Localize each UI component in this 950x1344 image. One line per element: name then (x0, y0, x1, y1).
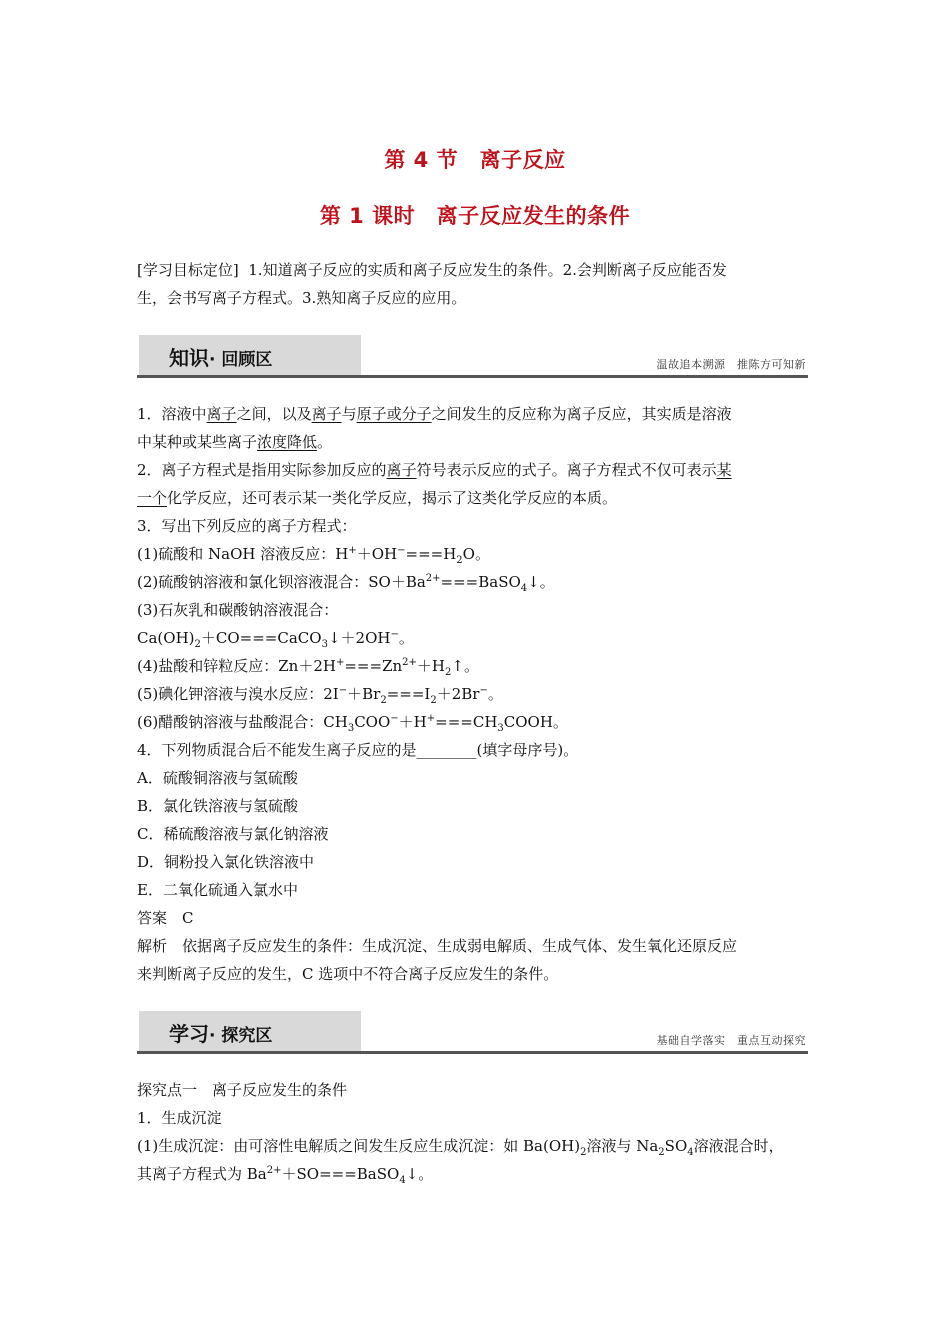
equation-6: (6)醋酸钠溶液与盐酸混合：$CH_3COO^-+H^+===CH_3COOH$。 (137, 713, 568, 734)
explore-sub1-line1: (1)生成沉淀：由可溶性电解质之间发生反应生成沉淀：如 $Ba(OH)_2$溶液与 $Na_2SO_4$溶液混合时， (137, 1137, 784, 1158)
equation-5: (5)碘化钾溶液与溴水反应：$2I^-+Br_2===I_2+2Br^-$。 (137, 685, 503, 706)
blank-answer: 原子或分子 (356, 405, 432, 423)
equation-2: (2)硫酸钠溶液和氯化钡溶液混合：$SO+Ba^{2+}===BaSO_4↓$。 (137, 573, 555, 594)
explore-point-1: 探究点一 离子反应发生的条件 (137, 1081, 348, 1099)
blank-answer: 离子 (206, 405, 237, 423)
objectives-text: 1.知道离子反应的实质和离子反应发生的条件。2.会判断离子反应能否发 (248, 261, 727, 279)
option-e: E．二氧化硫通入氯水中 (137, 881, 298, 899)
blank-answer: 浓度降低 (257, 433, 318, 451)
blank-answer: 离子 (311, 405, 342, 423)
band-title-sub: · 回顾区 (209, 350, 273, 370)
band-rule (137, 1051, 808, 1054)
equation-4: (4)盐酸和锌粒反应：$Zn+2H^+===Zn^{2+}+H_2↑$。 (137, 657, 479, 678)
objectives-label: [学习目标定位] (137, 261, 239, 279)
equation-3-label: (3)石灰乳和碳酸钠溶液混合： (137, 601, 339, 619)
band-title-sub: · 探究区 (209, 1026, 273, 1046)
explore-sub1-line2: 其离子方程式为 $Ba^{2+}+SO===BaSO_4↓$。 (137, 1165, 434, 1186)
analysis-line-2: 来判断离子反应的发生，C 选项中不符合离子反应发生的条件。 (137, 965, 559, 983)
answer: 答案 C (137, 909, 194, 927)
knowledge-q2-line1: 2．离子方程式是指用实际参加反应的离子符号表示反应的式子。离子方程式不仅可表示某 (137, 461, 732, 479)
band-label (169, 1018, 272, 1047)
knowledge-q2-line2: 一个化学反应，还可表示某一类化学反应，揭示了这类化学反应的本质。 (137, 489, 618, 507)
blank-answer: 离子 (386, 461, 417, 479)
option-c: C．稀硫酸溶液与氯化钠溶液 (137, 825, 329, 843)
band-label-box (139, 1011, 361, 1051)
band-label (169, 342, 272, 371)
knowledge-q4: 4．下列物质混合后不能发生离子反应的是________(填字母序号)。 (137, 741, 579, 759)
option-a: A．硫酸铜溶液与氢硫酸 (137, 769, 298, 787)
band-rule (137, 375, 808, 378)
option-d: D．铜粉投入氯化铁溶液中 (137, 853, 315, 871)
knowledge-q1-line2: 中某种或某些离子浓度降低。 (137, 433, 333, 451)
section-title: 第 4 节 离子反应 (384, 148, 566, 172)
explore-item-1: 1．生成沉淀 (137, 1109, 222, 1127)
knowledge-q1-line1: 1．溶液中离子之间，以及离子与原子或分子之间发生的反应称为离子反应，其实质是溶液 (137, 405, 732, 423)
knowledge-review-band (137, 335, 808, 377)
option-b: B．氯化铁溶液与氢硫酸 (137, 797, 299, 815)
knowledge-q3: 3．写出下列反应的离子方程式： (137, 517, 357, 535)
band-tagline: 基础自学落实 重点互动探究 (656, 1034, 806, 1047)
band-label-box (139, 335, 361, 375)
lesson-title: 第 1 课时 离子反应发生的条件 (319, 204, 631, 228)
equation-1: (1)硫酸和 NaOH 溶液反应：$H^++OH^-===H_2O$。 (137, 545, 490, 566)
blank-answer: 一个 (137, 489, 168, 507)
objectives-line-1 (137, 256, 817, 284)
objectives-line-2: 生，会书写离子方程式。3.熟知离子反应的应用。 (137, 289, 467, 307)
study-explore-band (137, 1011, 808, 1053)
band-title-main: 学习 (169, 1022, 209, 1046)
equation-3: $Ca(OH)_2+CO===CaCO_3↓+2OH^-$。 (137, 629, 414, 650)
band-title-main: 知识 (169, 346, 209, 370)
band-tagline: 温故追本溯源 推陈方可知新 (656, 358, 806, 371)
blank-answer: 某 (716, 461, 732, 479)
analysis-line-1: 解析 依据离子反应发生的条件：生成沉淀、生成弱电解质、生成气体、发生氧化还原反应 (137, 937, 738, 955)
